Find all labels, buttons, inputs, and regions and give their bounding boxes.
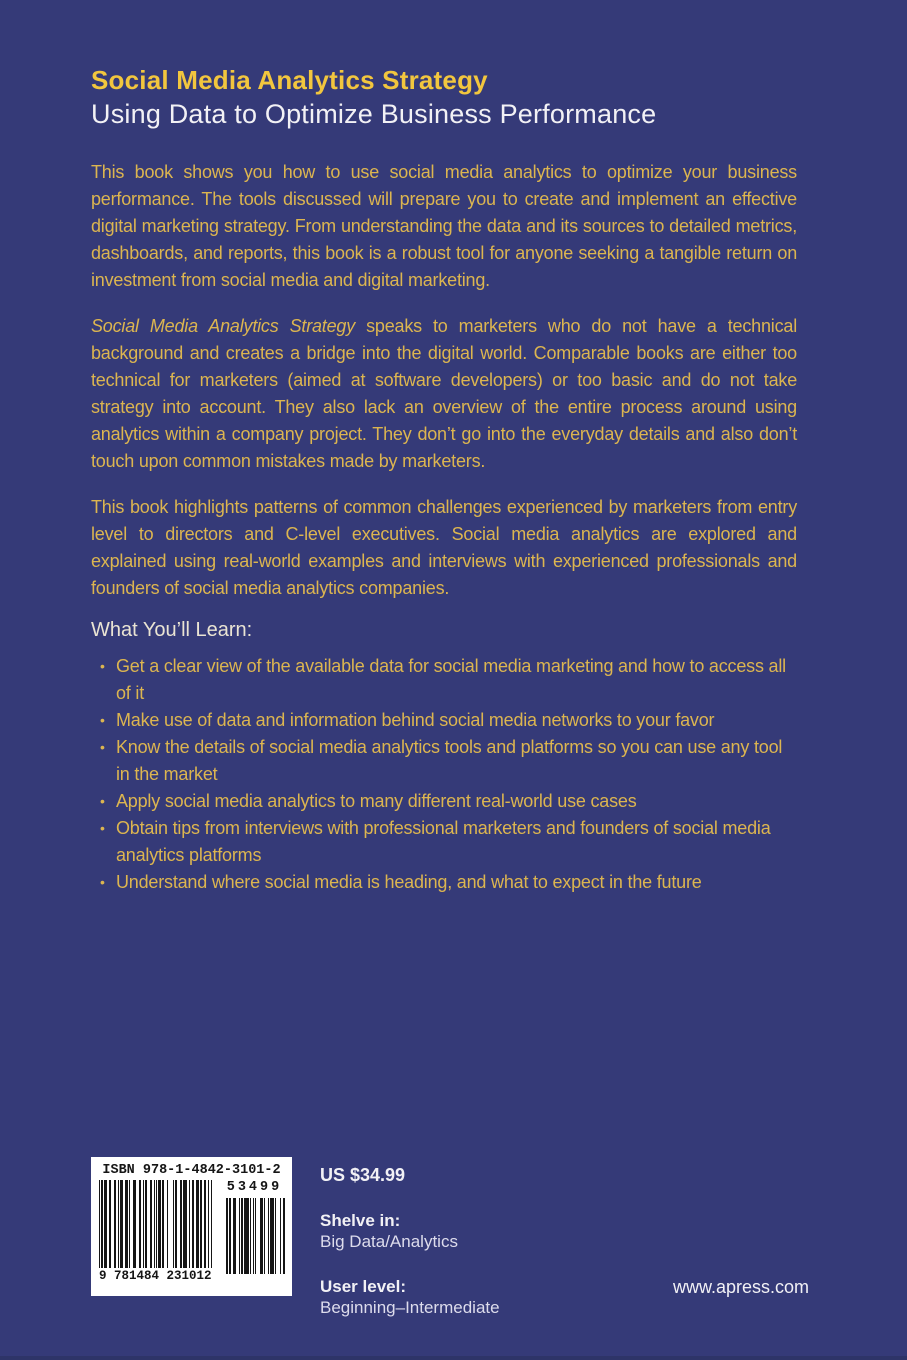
user-level-value: Beginning–Intermediate [320, 1298, 500, 1317]
barcode-bars-row [99, 1180, 284, 1284]
list-item [91, 653, 797, 707]
cover-bottom-edge [0, 1356, 907, 1360]
price-code: 53499 [226, 1180, 283, 1195]
isbn-number: ISBN 978-1-4842-3101-2 [102, 1163, 281, 1178]
bullet-icon: • [100, 820, 105, 836]
list-item-text: Know the details of social media analytics tools and platforms so you can use any tool in the market [116, 737, 783, 784]
book-subtitle: Using Data to Optimize Business Performance [91, 99, 657, 129]
ean5-addon-barcode [225, 1180, 284, 1284]
user-level-group [320, 1276, 500, 1318]
list-item [91, 815, 797, 869]
bullet-icon: • [100, 739, 105, 755]
list-item [91, 869, 797, 896]
user-level-label: User level: [320, 1277, 406, 1296]
book-meta [320, 1165, 500, 1318]
list-item [91, 788, 797, 815]
shelve-in-value: Big Data/Analytics [320, 1232, 458, 1251]
list-item-text: Understand where social media is heading, and what to expect in the future [116, 872, 702, 892]
ean13-barcode [99, 1180, 212, 1284]
bullet-icon: • [100, 712, 105, 728]
learn-list [91, 653, 797, 896]
isbn-digits: 9 781484 231012 [99, 1269, 212, 1283]
list-item-text: Obtain tips from interviews with professional marketers and founders of social media analytics platforms [116, 818, 771, 865]
ean13-bars [99, 1180, 212, 1268]
isbn-barcode-panel [91, 1157, 292, 1296]
description-paragraph-1: This book shows you how to use social media analytics to optimize your business performance. The tools discussed will prepare you to create and implement an effective digital marketing strategy. From understanding the data and its sources to detailed metrics, dashboards, and reports, this book is a robust tool for anyone seeking a tangible return on investment from social media and digital marketing. [91, 162, 797, 290]
list-item-text: Apply social media analytics to many different real-world use cases [116, 791, 637, 811]
list-item [91, 734, 797, 788]
book-title-italic-mention: Social Media Analytics Strategy [91, 316, 356, 336]
learn-heading: What You’ll Learn: [91, 619, 253, 641]
ean5-bars [225, 1198, 284, 1274]
price: US $34.99 [320, 1165, 406, 1185]
bullet-icon: • [100, 793, 105, 809]
description-paragraph-2 [91, 313, 797, 475]
back-cover-text [91, 63, 797, 896]
bullet-icon: • [100, 658, 105, 674]
description-paragraph-3: This book highlights patterns of common challenges experienced by marketers from entry level to directors and C-level executives. Social media analytics are explored and explained using real-world examples and interviews with experienced professionals and founders of social media analytics companies. [91, 497, 797, 598]
list-item-text: Get a clear view of the available data for social media marketing and how to access all of it [116, 656, 786, 703]
bullet-icon: • [100, 874, 105, 890]
shelve-in-group [320, 1210, 500, 1252]
shelve-in-label: Shelve in: [320, 1211, 401, 1230]
paragraph-2-rest: speaks to marketers who do not have a technical background and creates a bridge into the digital world. Comparable books are either too technical for marketers (aimed at software developers) or too basic and do not take strategy into account. They also lack an overview of the entire process around using analytics within a company project. They don’t go into the everyday details and also don’t touch upon common mistakes made by marketers. [91, 316, 797, 471]
list-item-text: Make use of data and information behind social media networks to your favor [116, 710, 715, 730]
book-title: Social Media Analytics Strategy [91, 65, 488, 95]
publisher-website: www.apress.com [673, 1277, 810, 1297]
list-item [91, 707, 797, 734]
